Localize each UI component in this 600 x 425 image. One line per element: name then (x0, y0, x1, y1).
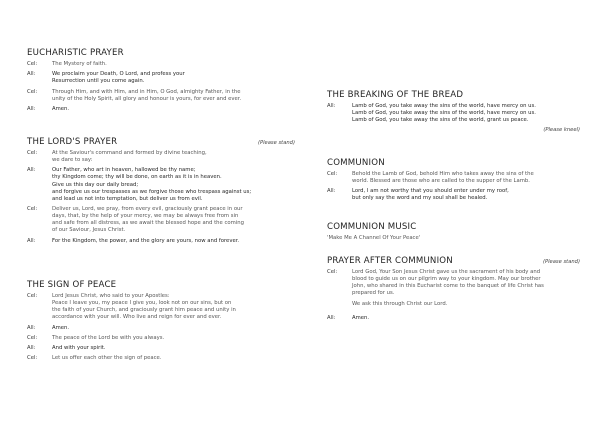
prayer-text (52, 71, 295, 85)
text-line: Lord Jesus Christ, who said to your Apostles: (52, 293, 170, 299)
text-line: the faith of your Church, and graciously grant him peace and unity in (52, 307, 236, 314)
section-heading: THE SIGN OF PEACE (27, 280, 117, 290)
text-line: of our Saviour, Jesus Christ. (52, 227, 126, 234)
closing-phrase: We ask this through Christ our Lord. (352, 300, 448, 307)
text-line: For the Kingdom, the power, and the glory are yours, now and forever. (52, 237, 240, 244)
prayer-text (352, 171, 580, 185)
prayer-line (27, 345, 295, 352)
text-line: Lord, I am not worthy that you should enter under my roof, (352, 188, 509, 195)
text-line: The peace of the Lord be with you always. (52, 334, 165, 341)
section-heading: THE BREAKING OF THE BREAD (327, 90, 464, 100)
text-line: Through Him, and with Him, and in Him, O God, almighty Father, in the (52, 88, 241, 95)
text-line: Amen. (52, 324, 70, 331)
text-line: John, who shared in this Eucharist come to the banquet of life Christ has (352, 283, 544, 290)
text-line: Amen. (352, 314, 370, 321)
section-heading: COMMUNION MUSIC (327, 222, 417, 232)
posture-note: (Please kneel) (543, 127, 580, 134)
text-line: days, that, by the help of your mercy, we may be always free from sin (52, 213, 239, 220)
breaking-of-bread-section (327, 90, 580, 133)
prayer-text (52, 293, 295, 321)
speaker-label: Cel: (327, 171, 338, 177)
text-line: blood to guide us on our pilgrim way to your kingdom. May our brother (352, 276, 541, 283)
speaker-label: All: (27, 345, 36, 352)
prayer-line (327, 171, 580, 185)
text-line: Amen. (52, 106, 70, 113)
text-line: Peace I leave you, my peace I give you, look not on our sins, but on (52, 300, 232, 307)
prayer-line (27, 206, 295, 234)
prayer-text (52, 89, 295, 103)
prayer-text (52, 345, 295, 352)
speaker-label: Cel: (327, 269, 338, 275)
prayer-text (352, 188, 580, 202)
text-line: At the Saviour's command and formed by divine teaching, (52, 150, 207, 156)
speaker-label: Cel: (27, 61, 38, 67)
speaker-label: All: (27, 167, 36, 174)
speaker-label: Cel: (27, 150, 38, 156)
prayer-text (352, 315, 580, 322)
prayer-line (27, 293, 295, 321)
prayer-line (27, 150, 295, 164)
prayer-line (327, 315, 580, 322)
prayer-line (327, 188, 580, 202)
speaker-label: Cel: (27, 206, 38, 213)
speaker-label: All: (327, 188, 336, 195)
text-line: Resurrection until you come again. (52, 78, 145, 85)
text-line: thy Kingdom come; thy will be done, on earth as it is in heaven. (52, 174, 222, 181)
text-line: world. Blessed are those who are called to the supper of the Lamb. (352, 178, 530, 185)
text-line: prepared for us. (352, 290, 395, 297)
section-heading: EUCHARISTIC PRAYER (27, 48, 124, 58)
prayer-text (52, 335, 295, 342)
text-line: Lord God, Your Son Jesus Christ gave us the sacrament of his body and (352, 269, 541, 275)
section-heading: PRAYER AFTER COMMUNION (327, 256, 453, 266)
section-heading: THE LORD'S PRAYER (27, 137, 118, 147)
text-line: And with your spirit. (52, 345, 106, 352)
posture-note: (Please stand) (542, 259, 580, 265)
text-line: and safe from all distress, as we await the blessed hope and the coming (52, 220, 244, 227)
text-line: Lamb of God, you take away the sins of the world, grant us peace. (352, 117, 529, 124)
eucharistic-prayer-section (27, 48, 295, 116)
prayer-line (27, 61, 295, 68)
prayer-line (27, 335, 295, 342)
prayer-text (52, 206, 295, 234)
prayer-line (27, 355, 295, 362)
speaker-label: All: (27, 324, 36, 331)
speaker-label: Cel: (27, 293, 38, 299)
prayer-line (27, 89, 295, 103)
text-line: Let us offer each other the sign of peace. (52, 355, 162, 362)
speaker-label: All: (27, 71, 36, 78)
text-line: The Mystery of faith. (52, 61, 107, 67)
text-line: we dare to say: (52, 157, 93, 164)
lords-prayer-section (27, 137, 295, 248)
prayer-text (52, 106, 295, 113)
prayer-text (52, 355, 295, 362)
text-line: Deliver us, Lord, we pray, from every evil, graciously grant peace in our (52, 206, 243, 213)
text-line: and lead us not into temptation, but deliver us from evil. (52, 195, 203, 202)
prayer-line (27, 106, 295, 113)
prayer-line (27, 238, 295, 245)
section-heading: COMMUNION (327, 158, 385, 168)
communion-music-section (327, 222, 580, 242)
text-line: Give us this day our daily bread; (52, 181, 139, 188)
text-line: We proclaim your Death, O Lord, and profess your (52, 71, 185, 78)
text-line: Our Father, who art in heaven, hallowed be thy name; (52, 167, 196, 174)
communion-section (327, 158, 580, 206)
posture-note: (Please stand) (257, 140, 295, 146)
music-title: 'Make Me A Channel Of Your Peace' (327, 235, 421, 241)
prayer-text (52, 238, 295, 245)
text-line: Behold the Lamb of God, behold Him who takes away the sins of the (352, 171, 534, 177)
prayer-text (52, 325, 295, 332)
text-line: but only say the word and my soul shall be healed. (352, 195, 488, 202)
speaker-label: Cel: (27, 355, 38, 362)
text-line: Lamb of God, you take away the sins of the world, have mercy on us. (352, 103, 536, 109)
prayer-text (352, 103, 580, 124)
prayer-text (52, 167, 295, 202)
text-line: Lamb of God, you take away the sins of the world, have mercy on us. (352, 110, 536, 117)
speaker-label: Cel: (27, 88, 38, 95)
speaker-label: All: (27, 237, 36, 244)
text-line: accordance with your will. Who live and reign for ever and ever. (52, 314, 222, 321)
prayer-line (27, 325, 295, 332)
speaker-label: All: (327, 103, 336, 109)
sign-of-peace-section (27, 280, 295, 366)
prayer-line (27, 71, 295, 85)
prayer-after-communion-section (327, 256, 580, 325)
speaker-label: All: (27, 106, 36, 113)
prayer-text (352, 269, 580, 297)
prayer-line (327, 103, 580, 124)
text-line: and forgive us our trespasses as we forgive those who trespass against us; (52, 188, 252, 195)
text-line: unity of the Holy Spirit, all glory and honour is yours, for ever and ever. (52, 95, 242, 102)
prayer-text (52, 150, 295, 164)
speaker-label: Cel: (27, 334, 38, 341)
prayer-line (327, 269, 580, 297)
speaker-label: All: (327, 314, 336, 321)
prayer-text (52, 61, 295, 68)
prayer-line (27, 167, 295, 202)
